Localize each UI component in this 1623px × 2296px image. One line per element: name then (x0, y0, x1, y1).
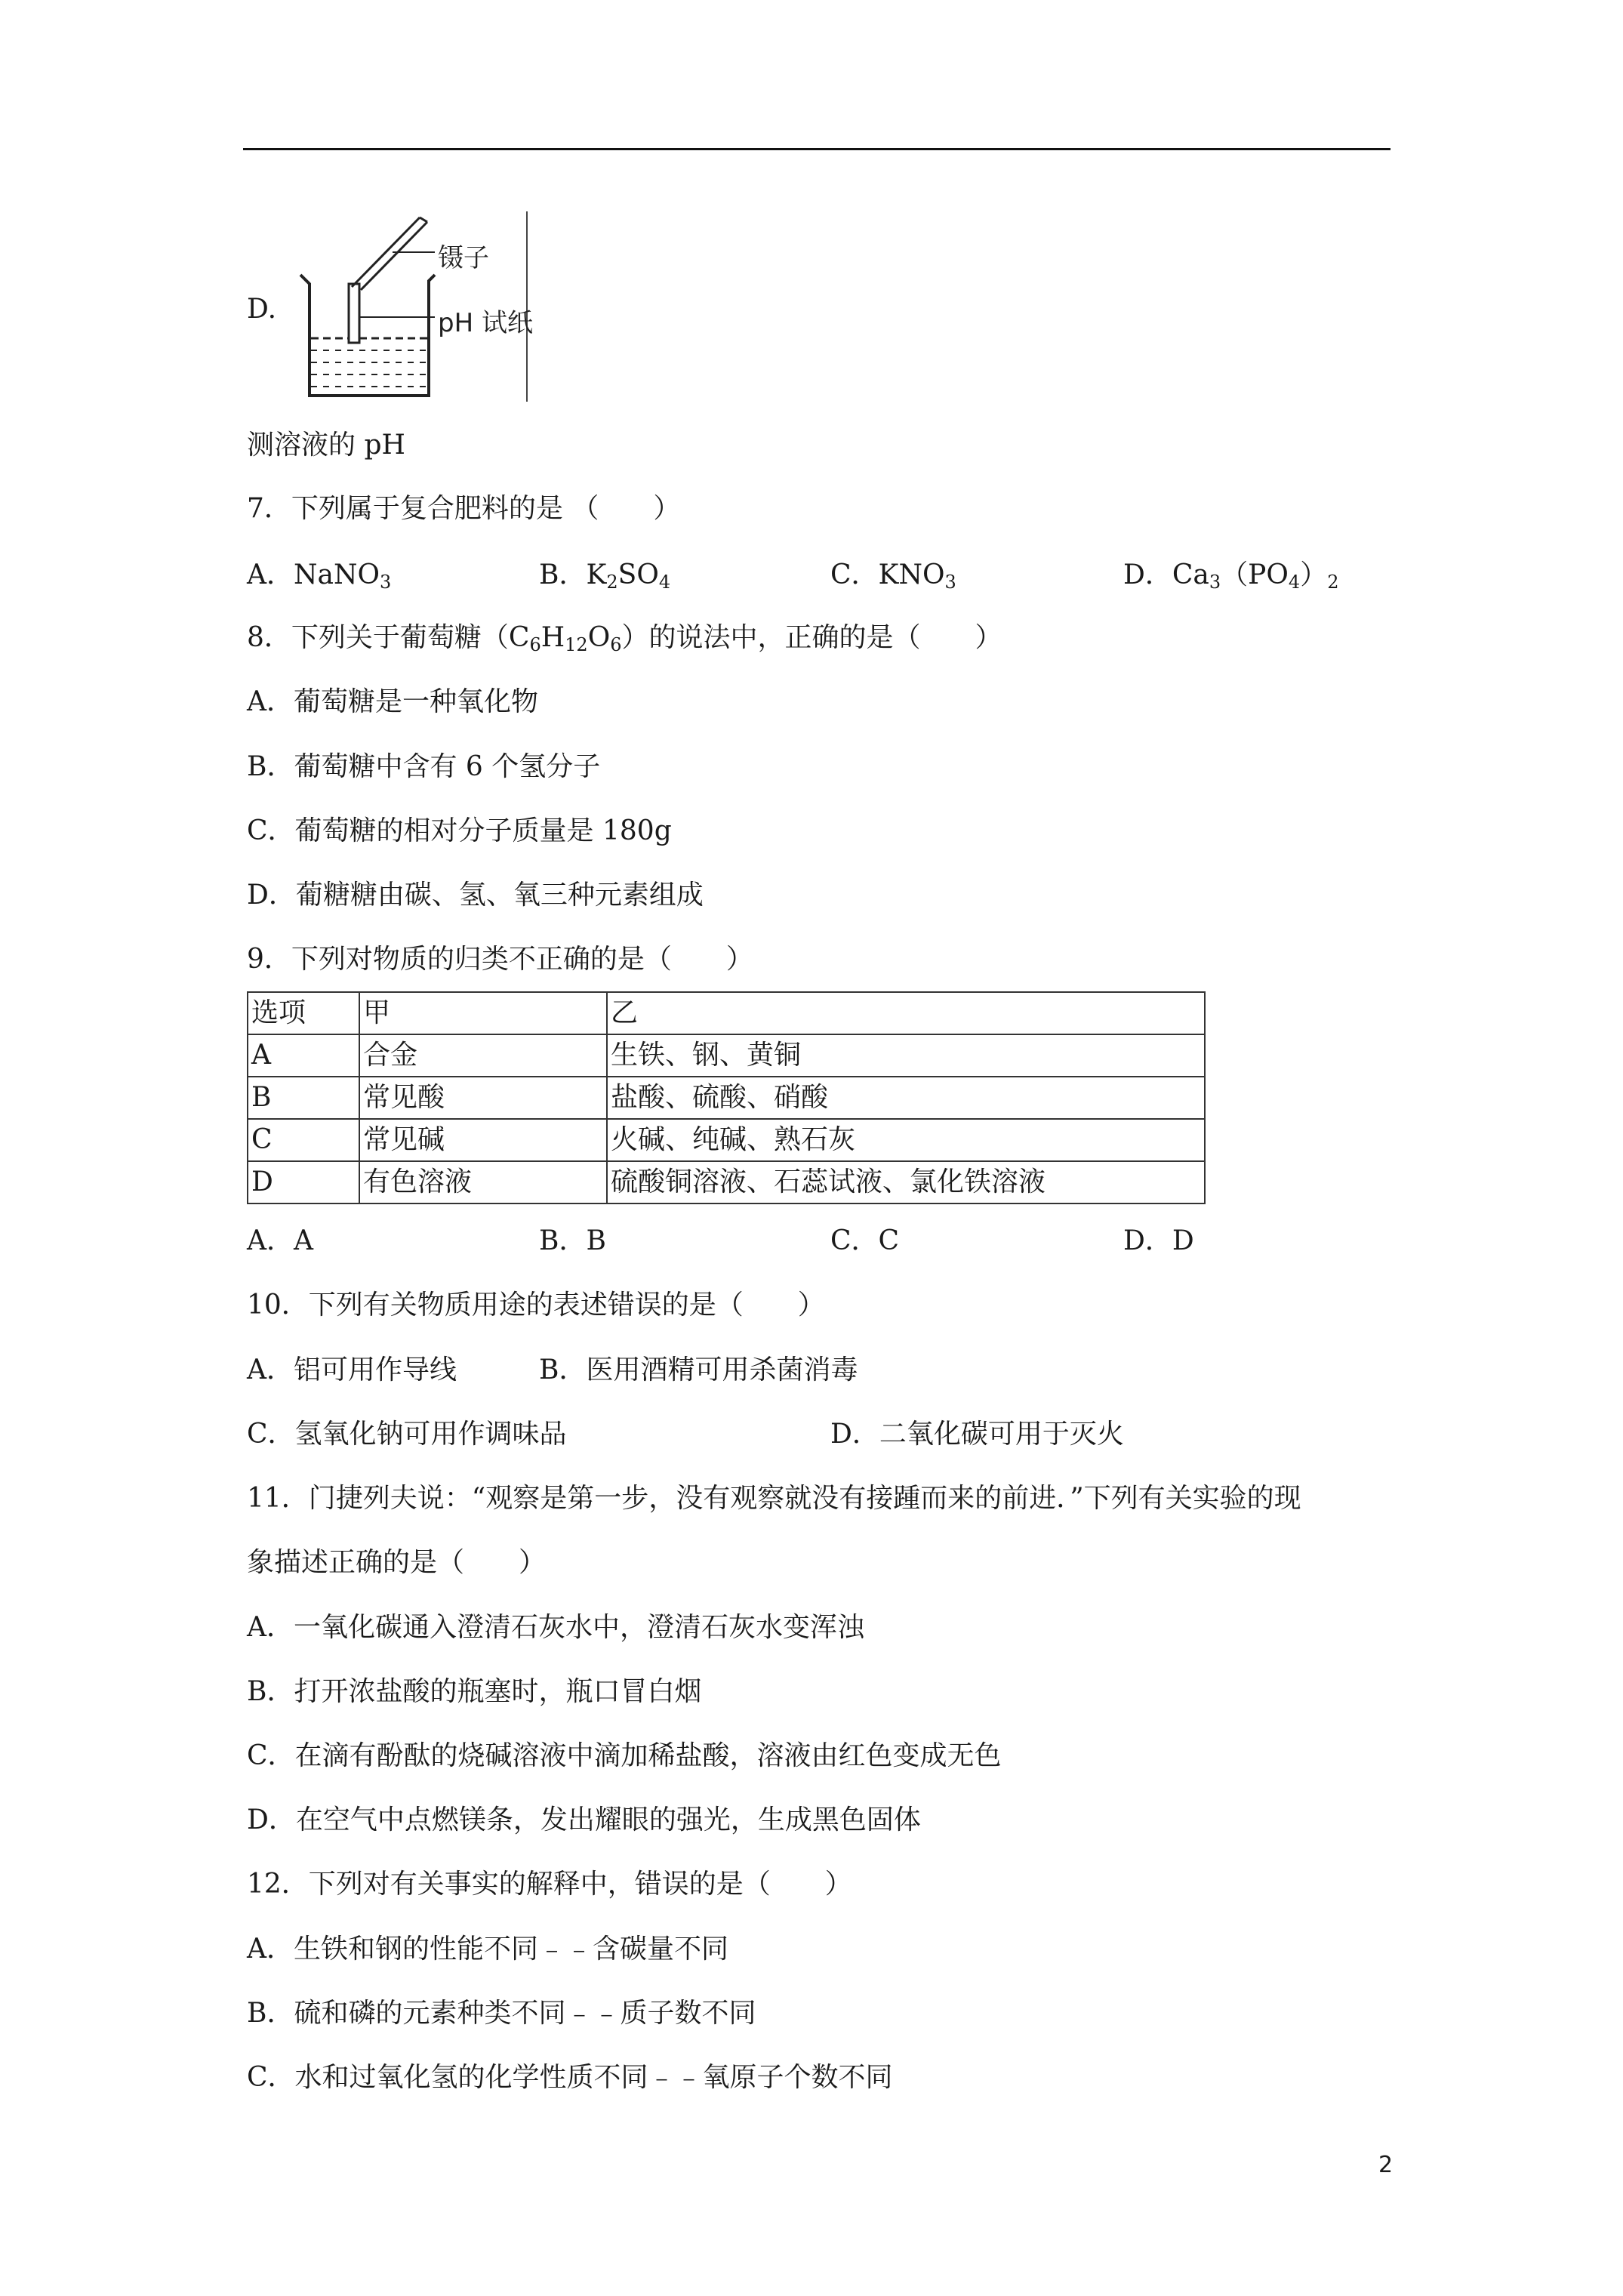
q11-option-b: B．打开浓盐酸的瓶塞时，瓶口冒白烟 (247, 1676, 702, 1707)
tweezers-label: 镊子 (438, 243, 489, 273)
q7-stem: 7．下列属于复合肥料的是 （ ） (247, 493, 681, 524)
q10-option-d: D．二氧化碳可用于灭火 (830, 1419, 1124, 1450)
table-row (248, 1161, 1205, 1203)
table-cell: A (248, 1034, 359, 1077)
q7-option-d: D．$Ca_3(PO_4)_2$ (1123, 559, 1339, 593)
table-row (248, 1077, 1205, 1119)
table-cell: 硫酸铜溶液、石蕊试液、氯化铁溶液 (607, 1161, 1205, 1203)
q9-option-c: C．C (830, 1225, 900, 1256)
q9-classification-table (247, 991, 1206, 1204)
q7-option-b: B．$K_2SO_4$ (539, 559, 671, 593)
q11-option-c: C．在滴有酚酞的烧碱溶液中滴加稀盐酸，溶液由红色变成无色 (247, 1740, 1002, 1771)
q8-option-a: A．葡萄糖是一种氧化物 (247, 686, 538, 717)
table-cell: 合金 (359, 1034, 607, 1077)
q9-option-d: D．D (1123, 1225, 1194, 1256)
q10-option-c: C．氢氧化钠可用作调味品 (247, 1419, 567, 1450)
q12-option-b: B．硫和磷的元素种类不同﹣﹣质子数不同 (247, 1998, 756, 2029)
table-cell: C (248, 1119, 359, 1161)
q6-option-d-label: D. (247, 294, 277, 325)
q9-option-a: A．A (247, 1225, 313, 1256)
q8-option-b: B．葡萄糖中含有 6 个氢分子 (247, 751, 601, 782)
q11-stem-line2: 象描述正确的是（ ） (247, 1547, 547, 1578)
q9-stem: 9．下列对物质的归类不正确的是（ ） (247, 944, 753, 975)
q12-stem: 12．下列对有关事实的解释中，错误的是（ ） (247, 1869, 852, 1900)
q12-option-a: A．生铁和钢的性能不同﹣﹣含碳量不同 (247, 1934, 728, 1965)
q11-option-d: D．在空气中点燃镁条，发出耀眼的强光，生成黑色固体 (247, 1804, 921, 1835)
table-cell: B (248, 1077, 359, 1119)
ph-test-figure (287, 211, 533, 406)
table-row (248, 1034, 1205, 1077)
q8-option-c: C．葡萄糖的相对分子质量是 180g (247, 815, 672, 846)
table-header-cell: 乙 (607, 992, 1205, 1034)
table-cell: 有色溶液 (359, 1161, 607, 1203)
table-cell: 生铁、钢、黄铜 (607, 1034, 1205, 1077)
table-cell: D (248, 1161, 359, 1203)
q11-option-a: A．一氧化碳通入澄清石灰水中，澄清石灰水变浑浊 (247, 1612, 864, 1643)
table-cell: 盐酸、硫酸、硝酸 (607, 1077, 1205, 1119)
q7-option-c: C．$KNO_3$ (830, 559, 956, 593)
q6-caption: 测溶液的 pH (247, 430, 405, 461)
ph-paper-label: pH 试纸 (438, 308, 533, 338)
table-cell: 常见酸 (359, 1077, 607, 1119)
q12-option-c: C．水和过氧化氢的化学性质不同﹣﹣氧原子个数不同 (247, 2062, 893, 2093)
q7-option-a: A．NaNO$_3$ (247, 559, 392, 593)
q10-option-b: B．医用酒精可用杀菌消毒 (539, 1354, 858, 1385)
table-cell: 火碱、纯碱、熟石灰 (607, 1119, 1205, 1161)
table-header-cell: 选项 (248, 992, 359, 1034)
header-rule (243, 148, 1390, 150)
q10-option-a: A．铝可用作导线 (247, 1354, 457, 1385)
q8-option-d: D．葡糖糖由碳、氢、氧三种元素组成 (247, 880, 704, 911)
page-number: 2 (1378, 2152, 1394, 2178)
q10-stem: 10．下列有关物质用途的表述错误的是（ ） (247, 1290, 825, 1321)
table-cell: 常见碱 (359, 1119, 607, 1161)
table-header-cell: 甲 (359, 992, 607, 1034)
table-row (248, 1119, 1205, 1161)
q11-stem-line1: 11．门捷列夫说：“观察是第一步，没有观察就没有接踵而来的前进．”下列有关实验的现 (247, 1483, 1301, 1514)
q9-option-b: B．B (539, 1225, 606, 1256)
table-header-row (248, 992, 1205, 1034)
q8-stem: 8．下列关于葡萄糖$(C_6H_{12}O_6)$的说法中，正确的是（ ） (247, 622, 1002, 655)
